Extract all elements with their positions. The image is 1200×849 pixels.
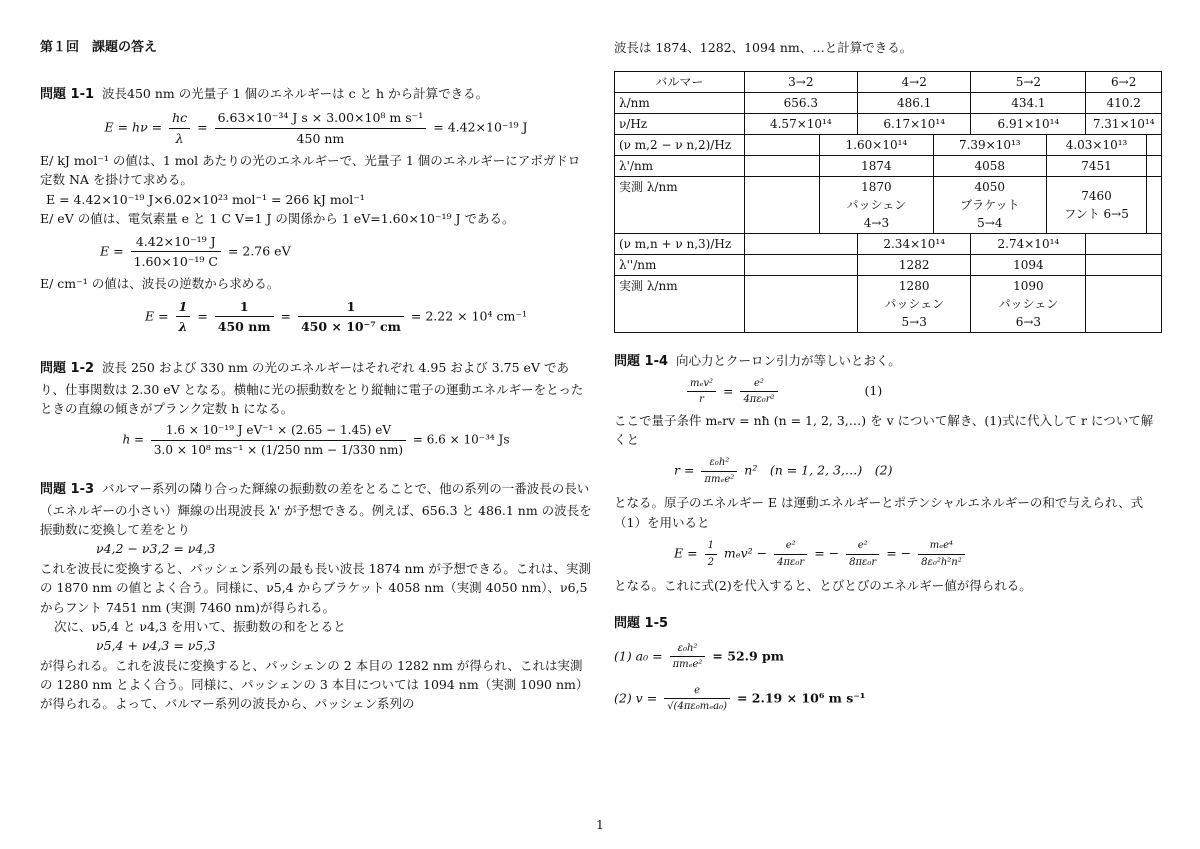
table-cell: 1094	[971, 255, 1086, 276]
table-cell	[1147, 135, 1162, 156]
equation-ev: E = $\frac{\text{4.42×10⁻¹⁹ J}}{\text{1.60×10⁻¹⁹ C}}$ = 2.76 eV	[100, 233, 291, 269]
problem-1-3-text1: バルマー系列の隣り合った輝線の振動数の差をとることで、他の系列の一番波長の長い（エネルギーの小さい）輝線の出現波長 λ' が予想できる。例えば、656.3 と 486.1 nm の波長を振動数に変換して差をとり	[40, 481, 592, 537]
table-cell: 7460 フント 6→5	[1046, 177, 1146, 234]
table-cell: 4058	[933, 156, 1046, 177]
equation-photon-energy: E = hν = $\frac{hc}{\lambda}$ = $\frac{\text{6.63×10⁻³⁴ J s × 3.00×10⁸ m s⁻¹}}{450 nm}$ = 4.42×10⁻¹⁹ J	[104, 110, 528, 146]
table-cell: λ/nm	[615, 93, 745, 114]
table-row	[615, 93, 1162, 114]
table-row	[615, 135, 1162, 156]
table-cell: 7451	[1046, 156, 1146, 177]
table-cell: 6.91×10¹⁴	[971, 114, 1086, 135]
continuation-text: 波長は 1874、1282、1094 nm、…と計算できる。	[614, 40, 913, 55]
problem-1-1-title: 問題 1-1	[40, 87, 95, 103]
table-cell	[1147, 177, 1162, 234]
problem-1-4-title: 問題 1-4	[614, 354, 669, 370]
table-cell	[1086, 255, 1162, 276]
equation-energy: E = $\frac{1}{2}$ mₑv² − $\frac{\text{e²}}{\text{4πε₀r}}$ = − $\frac{\text{e²}}{\text{8πε₀r}}$ = − $\frac{\text{mₑe⁴}}{\text{8ε₀²h²n²}}$	[614, 538, 1162, 570]
table-cell: 7.31×10¹⁴	[1086, 114, 1162, 135]
table-cell: 1874	[820, 156, 933, 177]
table-cell: 1280 パッシェン 5→3	[858, 276, 971, 333]
table-row	[615, 255, 1162, 276]
table-cell: 1870 パッシェン 4→3	[820, 177, 933, 234]
table-cell: 434.1	[971, 93, 1086, 114]
problem-1-1-intro: 波長450 nm の光量子 1 個のエネルギーは c と h から計算できる。	[102, 86, 489, 102]
table-cell: 6→2	[1086, 72, 1162, 93]
equation-freq-sum: ν5,4 + ν4,3 = ν5,3	[96, 638, 216, 654]
page-number: 1	[596, 818, 604, 832]
table-cell: 486.1	[858, 93, 971, 114]
table-cell: λ'/nm	[615, 156, 745, 177]
table-cell	[744, 234, 857, 255]
left-column	[40, 38, 592, 714]
table-cell	[744, 177, 820, 234]
text-kj-mol: E/ kJ mol⁻¹ の値は、1 mol あたりの光のエネルギーで、光量子 1 個のエネルギーにアボガドロ定数 NA を掛けて求める。	[40, 153, 581, 188]
table-row	[615, 72, 1162, 93]
table-cell: 実測 λ/nm	[615, 177, 745, 234]
problem-1-4-text2: となる。原子のエネルギー E は運動エネルギーとポテンシャルエネルギーの和で与えられ、式（1）を用いると	[614, 495, 1144, 530]
problem-1-3	[40, 479, 592, 713]
table-cell: 1090 パッシェン 6→3	[971, 276, 1086, 333]
table-cell	[1086, 276, 1162, 333]
table-cell: (ν m,2 − ν n,2)/Hz	[615, 135, 745, 156]
problem-1-1	[40, 84, 592, 336]
problem-1-3-text2: これを波長に変換すると、パッシェン系列の最も長い波長 1874 nm が予想できる。これは、実測の 1870 nm の値とよく合う。同様に、ν5,4 からブラケット 4058 nm（実測 4050 nm）、ν6,5 からフント 7451 nm (実測 7460 nm)が得られる。	[40, 560, 591, 615]
problem-1-2-title: 問題 1-2	[40, 361, 95, 377]
table-cell: 4050 ブラケット 5→4	[933, 177, 1046, 234]
equation-force-balance: $\frac{\text{mₑv²}}{r}$ = $\frac{\text{e²}}{\text{4πε₀r²}}$ (1)	[614, 376, 1162, 408]
table-cell: 2.34×10¹⁴	[858, 234, 971, 255]
table-row	[615, 234, 1162, 255]
table-cell: 410.2	[1086, 93, 1162, 114]
table-cell: 4.03×10¹³	[1046, 135, 1146, 156]
right-column	[614, 38, 1162, 718]
equation-wavenumber: E = $\frac{1}{\lambda}$ = $\frac{1}{450 nm}$ = $\frac{1}{\text{450 × 10⁻⁷ cm}}$ = 2.22 × 10⁴ cm⁻¹	[145, 298, 527, 335]
table-row	[615, 114, 1162, 135]
text-cm: E/ cm⁻¹ の値は、波長の逆数から求める。	[40, 276, 280, 292]
table-cell: 実測 λ/nm	[615, 276, 745, 333]
problem-1-5	[614, 613, 1162, 714]
table-cell	[744, 276, 857, 333]
problem-1-3-title: 問題 1-3	[40, 482, 95, 498]
table-cell: λ''/nm	[615, 255, 745, 276]
table-row	[615, 156, 1162, 177]
table-cell	[744, 135, 820, 156]
table-cell: 1282	[858, 255, 971, 276]
equation-planck: h = $\frac{\text{1.6 × 10⁻¹⁹ J eV⁻¹ × (2.65 − 1.45) eV}}{\text{3.0 × 10⁸ ms⁻¹ × (1/250 nm − 1/330 nm)}}$ = 6.6 × 10⁻³⁴ Js	[122, 423, 510, 457]
problem-1-4	[614, 351, 1162, 595]
table-cell	[744, 156, 820, 177]
equation-kj-mol: E = 4.42×10⁻¹⁹ J×6.02×10²³ mol⁻¹ = 266 kJ mol⁻¹	[46, 191, 365, 207]
table-cell: 3→2	[744, 72, 857, 93]
table-row	[615, 177, 1162, 234]
problem-1-4-text1: ここで量子条件 mₑrv = nħ (n = 1, 2, 3,…) を v について解き、(1)式に代入して r について解くと	[614, 412, 1154, 447]
problem-1-2-text: 波長 250 および 330 nm の光のエネルギーはそれぞれ 4.95 および 3.75 eV であり、仕事関数は 2.30 eV となる。横軸に光の振動数をとり縦軸に電子の運動エネルギーをとったときの直線の傾きがプランク定数 h になる。	[40, 360, 584, 416]
table-cell: バルマー	[615, 72, 745, 93]
table-cell: 2.74×10¹⁴	[971, 234, 1086, 255]
problem-1-3-text4: が得られる。これを波長に変換すると、パッシェンの 2 本目の 1282 nm が得られ、これは実測の 1280 nm とよく合う。同様に、パッシェンの 3 本目については 1094 nm（実測 1090 nm）が得られる。よって、バルマー系列の波長から、パッシェン系列の	[40, 657, 589, 712]
balmer-table	[614, 71, 1162, 333]
table-cell: 4→2	[858, 72, 971, 93]
problem-1-5-title: 問題 1-5	[614, 616, 669, 632]
equation-freq-diff: ν4,2 − ν3,2 = ν4,3	[96, 541, 216, 557]
equation-velocity: (2) v = $\frac{e}{\text{√(4πε₀mₑa₀)}}$ = 2.19 × 10⁶ m s⁻¹	[614, 684, 866, 713]
table-cell: 1.60×10¹⁴	[820, 135, 933, 156]
problem-1-4-text3: となる。これに式(2)を代入すると、とびとびのエネルギー値が得られる。	[614, 578, 1032, 594]
table-cell: 656.3	[744, 93, 857, 114]
table-cell	[744, 255, 857, 276]
table-cell: 5→2	[971, 72, 1086, 93]
problem-1-3-text3: 次に、ν5,4 と ν4,3 を用いて、振動数の和をとると	[54, 618, 346, 634]
text-ev: E/ eV の値は、電気素量 e と 1 C V=1 J の関係から 1 eV=1.60×10⁻¹⁹ J である。	[40, 211, 515, 227]
table-cell: ν/Hz	[615, 114, 745, 135]
table-cell: 6.17×10¹⁴	[858, 114, 971, 135]
table-cell	[1086, 234, 1162, 255]
equation-bohr-radius: (1) a₀ = $\frac{\text{ε₀h²}}{\text{πmₑe²}}$ = 52.9 pm	[614, 642, 785, 671]
problem-1-2	[40, 358, 592, 459]
table-cell: 7.39×10¹³	[933, 135, 1046, 156]
problem-1-4-intro: 向心力とクーロン引力が等しいとおく。	[676, 353, 901, 369]
page-title: 第１回 課題の答え	[40, 40, 158, 55]
equation-radius: r = $\frac{\text{ε₀h²}}{\text{πmₑe²}}$ n² (n = 1, 2, 3,…) (2)	[674, 457, 893, 485]
table-row	[615, 276, 1162, 333]
table-cell: 4.57×10¹⁴	[744, 114, 857, 135]
table-cell	[1147, 156, 1162, 177]
table-cell: (ν m,n + ν n,3)/Hz	[615, 234, 745, 255]
